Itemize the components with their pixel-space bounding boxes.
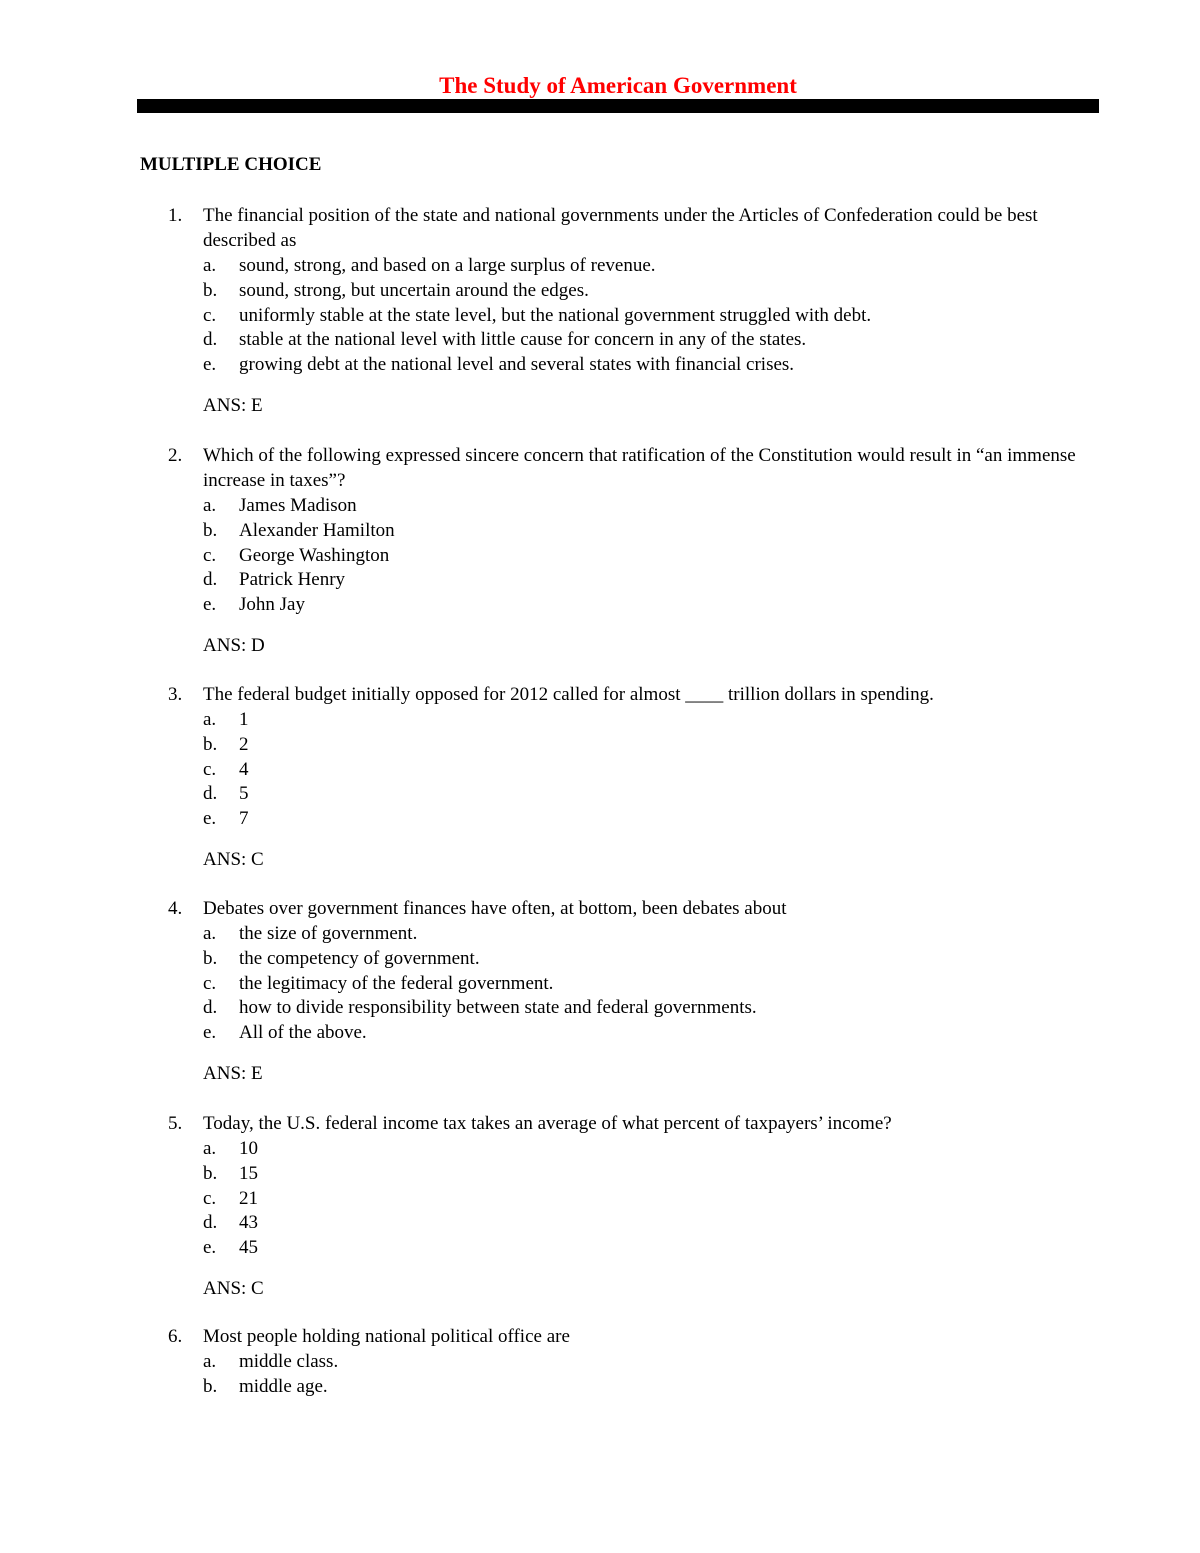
choice-item [203,278,1200,303]
choice-item [203,971,1200,996]
question-number: 2. [168,445,183,466]
choice-item [203,1020,1200,1045]
choice-item [203,352,1200,377]
choice-item [203,757,1200,782]
page-title: The Study of American Government [439,73,797,98]
choice-letter: d. [203,1212,218,1234]
choice-item [203,493,1200,518]
choice-text: All of the above. [239,1022,367,1044]
choice-text: stable at the national level with little cause for concern in any of the states. [239,329,807,351]
choice-text: growing debt at the national level and several states with financial crises. [239,354,795,376]
choice-item [203,946,1200,971]
choice-text: 10 [239,1138,258,1159]
question-number: 6. [168,1326,183,1347]
choice-letter: d. [203,329,218,351]
choice-letter: e. [203,808,217,830]
choice-item [203,995,1200,1020]
choice-letter: a. [203,495,217,516]
choice-text: middle age. [239,1375,328,1397]
choice-item [203,707,1200,732]
choice-letter: a. [203,709,217,730]
choice-letter: c. [203,544,217,566]
question-number: 1. [168,205,183,226]
choice-text: John Jay [239,594,305,616]
question-text: Which of the following expressed sincere concern that ratification of the Constitution would result in “an immense increase in taxes”? [203,445,1076,491]
answer-key: ANS: C [203,848,264,870]
choice-item [203,1186,1200,1211]
choice-text: how to divide responsibility between state and federal governments. [239,997,757,1019]
choice-text: 2 [239,733,249,755]
question-text: Today, the U.S. federal income tax takes an average of what percent of taxpayers’ income? [203,1113,892,1134]
choice-letter: e. [203,1237,217,1259]
choice-item [203,806,1200,831]
choice-list [203,1349,1200,1399]
choice-text: 45 [239,1237,258,1259]
choice-text: sound, strong, but uncertain around the edges. [239,279,589,301]
choice-letter: a. [203,1351,217,1372]
choice-text: Patrick Henry [239,569,346,591]
choice-letter: c. [203,758,217,780]
choice-letter: a. [203,923,217,944]
choice-text: 5 [239,783,249,805]
choice-item [203,1161,1200,1186]
question-text: Debates over government finances have often, at bottom, been debates about [203,898,787,919]
choice-text: the competency of government. [239,947,480,969]
choice-letter: c. [203,972,217,994]
choice-text: uniformly stable at the state level, but the national government struggled with debt. [239,304,872,326]
choice-list [203,921,1200,1045]
choice-letter: a. [203,255,217,276]
choice-text: 4 [239,758,249,780]
choice-text: 21 [239,1187,258,1209]
choice-text: middle class. [239,1351,339,1372]
question-text: Most people holding national political office are [203,1326,570,1347]
choice-letter: b. [203,519,218,541]
choice-letter: e. [203,594,217,616]
choice-item [203,1374,1200,1399]
choice-text: sound, strong, and based on a large surplus of revenue. [239,255,656,276]
choice-text: James Madison [239,495,357,516]
choice-text: 1 [239,709,249,730]
choice-item [203,1349,1200,1374]
answer-key: ANS: E [203,394,263,416]
answer-key: ANS: D [203,634,265,656]
choice-item [203,327,1200,352]
choice-item [203,1136,1200,1161]
answer-key: ANS: E [203,1062,263,1084]
choice-letter: a. [203,1138,217,1159]
choice-letter: c. [203,1187,217,1209]
choice-letter: e. [203,1022,217,1044]
choice-letter: d. [203,569,218,591]
choice-letter: b. [203,733,218,755]
question-6 [0,1324,1200,1399]
choice-item [203,1235,1200,1260]
choice-text: Alexander Hamilton [239,519,395,541]
choice-letter: e. [203,354,217,376]
question-1 [0,203,1200,418]
title-rule-divider [137,99,1099,113]
section-heading: MULTIPLE CHOICE [140,154,322,175]
choice-item [203,592,1200,617]
choice-letter: d. [203,783,218,805]
choice-list [203,707,1200,831]
choice-item [203,518,1200,543]
question-text: The federal budget initially opposed for 2012 called for almost ____ trillion dollars in spending. [203,684,934,705]
choice-text: the legitimacy of the federal government. [239,972,554,994]
choice-item [203,567,1200,592]
choice-list [203,1136,1200,1260]
choice-item [203,543,1200,568]
choice-letter: b. [203,947,218,969]
choice-item [203,781,1200,806]
choice-item [203,921,1200,946]
question-number: 5. [168,1113,183,1134]
choice-text: 43 [239,1212,258,1234]
choice-text: 7 [239,808,249,830]
choice-item [203,1210,1200,1235]
question-text: The financial position of the state and national governments under the Articles of Confederation could be best described as [203,205,1038,251]
question-number: 4. [168,898,183,919]
question-number: 3. [168,684,183,705]
choice-item [203,253,1200,278]
choice-list [203,253,1200,377]
choice-letter: b. [203,279,218,301]
choice-text: the size of government. [239,923,418,944]
choice-item [203,303,1200,328]
choice-text: 15 [239,1162,258,1184]
question-4 [0,896,1200,1086]
choice-letter: c. [203,304,217,326]
question-3 [0,682,1200,872]
answer-key: ANS: C [203,1277,264,1299]
choice-list [203,493,1200,617]
question-5 [0,1111,1200,1301]
choice-letter: b. [203,1162,218,1184]
choice-letter: b. [203,1375,218,1397]
choice-item [203,732,1200,757]
choice-letter: d. [203,997,218,1019]
choice-text: George Washington [239,544,390,566]
question-2 [0,443,1200,658]
